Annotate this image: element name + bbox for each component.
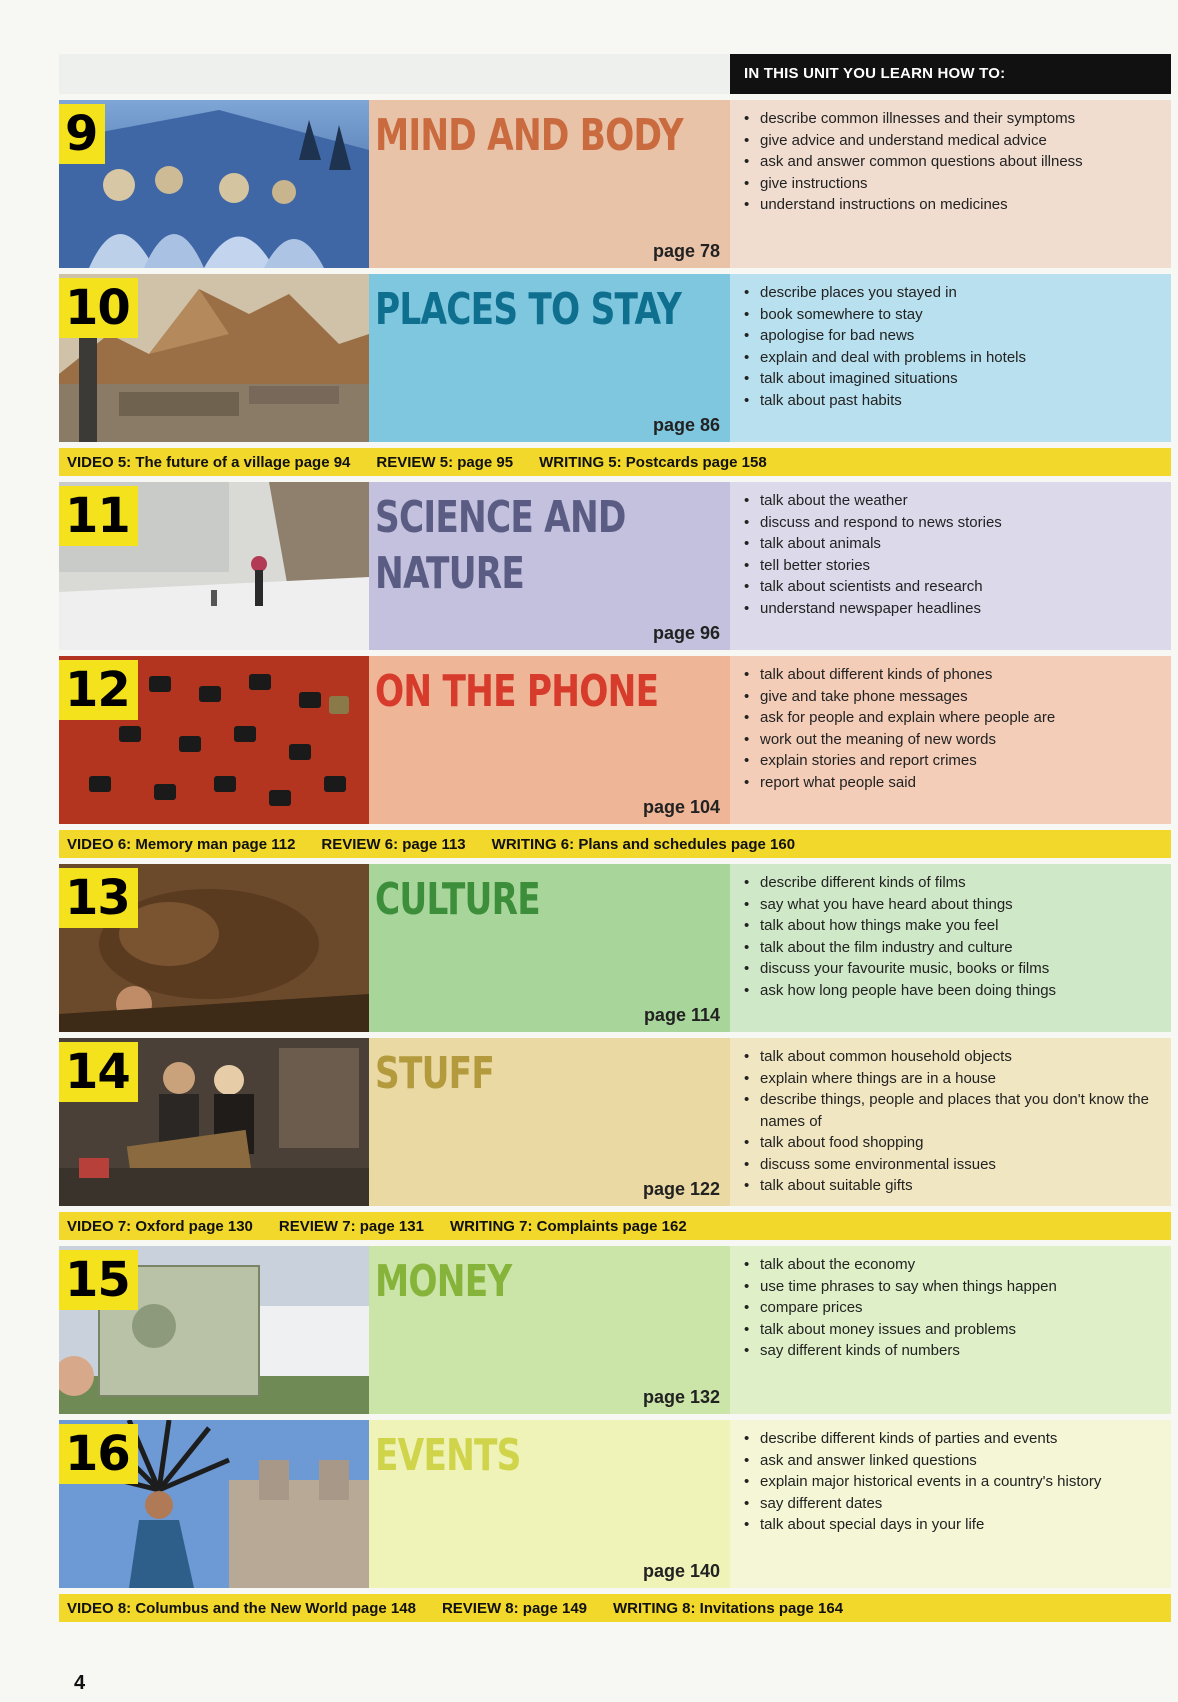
objective-item: • explain where things are in a house — [742, 1068, 1157, 1090]
unit-number: 9 — [59, 104, 105, 164]
objective-item: • give and take phone messages — [742, 686, 1157, 708]
objective-item: • understand newspaper headlines — [742, 598, 1157, 620]
objective-item: • describe different kinds of films — [742, 872, 1157, 894]
objectives-panel — [730, 1420, 1171, 1588]
page-reference: page 104 — [642, 797, 720, 817]
title-panel — [369, 100, 730, 268]
objectives-panel — [730, 864, 1171, 1032]
title-panel — [369, 1246, 730, 1414]
objective-item: • talk about food shopping — [742, 1132, 1157, 1154]
objective-item: • work out the meaning of new words — [742, 729, 1157, 751]
objective-item: • give advice and understand medical advice — [742, 130, 1157, 152]
title-panel — [369, 1420, 730, 1588]
objectives-list — [742, 1046, 1157, 1197]
page-reference: page 122 — [642, 1179, 720, 1199]
culture-photo — [59, 864, 369, 1032]
objective-item: • discuss and respond to news stories — [742, 512, 1157, 534]
video-link[interactable]: VIDEO 5: The future of a village page 94 — [67, 453, 351, 471]
objective-item: • compare prices — [742, 1297, 1157, 1319]
unit-title: STUFF — [375, 1048, 494, 1099]
objective-item: • describe different kinds of parties and events — [742, 1428, 1157, 1450]
unit-title: ON THE PHONE — [375, 666, 659, 717]
unit-row — [59, 100, 1171, 268]
objective-item: • book somewhere to stay — [742, 304, 1157, 326]
objective-item: • discuss your favourite music, books or films — [742, 958, 1157, 980]
objective-item: • talk about animals — [742, 533, 1157, 555]
objective-item: • use time phrases to say when things happen — [742, 1276, 1157, 1298]
video-link[interactable]: VIDEO 7: Oxford page 130 — [67, 1217, 253, 1235]
page-reference: page 86 — [652, 415, 720, 435]
objective-item: • talk about money issues and problems — [742, 1319, 1157, 1341]
writing-link[interactable]: WRITING 6: Plans and schedules page 160 — [491, 835, 796, 853]
objective-item: • understand instructions on medicines — [742, 194, 1157, 216]
mind-body-photo — [59, 100, 369, 268]
unit-title: MIND AND BODY — [375, 110, 683, 161]
unit-row — [59, 1420, 1171, 1588]
objectives-panel — [730, 274, 1171, 442]
writing-link[interactable]: WRITING 8: Invitations page 164 — [613, 1599, 844, 1617]
objective-item: • talk about the weather — [742, 490, 1157, 512]
money-photo — [59, 1246, 369, 1414]
mind-body-illustration — [59, 100, 369, 268]
places-to-stay-photo — [59, 274, 369, 442]
objective-item: • apologise for bad news — [742, 325, 1157, 347]
review-band — [59, 1212, 1171, 1240]
objective-item: • ask and answer common questions about illness — [742, 151, 1157, 173]
objectives-panel — [730, 100, 1171, 268]
objective-item: • talk about the film industry and culture — [742, 937, 1157, 959]
title-panel — [369, 656, 730, 824]
objective-item: • explain major historical events in a country's history — [742, 1471, 1157, 1493]
objective-item: • talk about special days in your life — [742, 1514, 1157, 1536]
objective-item: • ask and answer linked questions — [742, 1450, 1157, 1472]
page-reference: page 78 — [652, 241, 720, 261]
objectives-panel — [730, 1038, 1171, 1206]
stuff-photo — [59, 1038, 369, 1206]
review-band — [59, 830, 1171, 858]
video-link[interactable]: VIDEO 8: Columbus and the New World page 148 — [67, 1599, 416, 1617]
unit-number: 12 — [59, 660, 138, 720]
objective-item: • discuss some environmental issues — [742, 1154, 1157, 1176]
writing-link[interactable]: WRITING 7: Complaints page 162 — [449, 1217, 687, 1235]
unit-row — [59, 274, 1171, 442]
objectives-panel — [730, 1246, 1171, 1414]
objective-item: • say different kinds of numbers — [742, 1340, 1157, 1362]
unit-number: 15 — [59, 1250, 138, 1310]
writing-link[interactable]: WRITING 5: Postcards page 158 — [539, 453, 767, 471]
objective-item: • ask how long people have been doing things — [742, 980, 1157, 1002]
unit-number: 16 — [59, 1424, 138, 1484]
objective-item: • talk about the economy — [742, 1254, 1157, 1276]
contents-page — [59, 54, 1171, 1622]
unit-title: EVENTS — [375, 1430, 521, 1481]
title-panel — [369, 1038, 730, 1206]
objective-item: • talk about suitable gifts — [742, 1175, 1157, 1197]
review-band — [59, 1594, 1171, 1622]
objective-item: • talk about different kinds of phones — [742, 664, 1157, 686]
events-photo — [59, 1420, 369, 1588]
objectives-list — [742, 490, 1157, 619]
objective-item: • tell better stories — [742, 555, 1157, 577]
unit-row — [59, 482, 1171, 650]
objectives-list — [742, 282, 1157, 411]
objective-item: • describe things, people and places that you don't know the names of — [742, 1089, 1157, 1132]
objectives-list — [742, 1428, 1157, 1536]
science-nature-photo — [59, 482, 369, 650]
unit-row — [59, 656, 1171, 824]
page-reference: page 140 — [642, 1561, 720, 1581]
title-panel — [369, 482, 730, 650]
objective-item: • talk about past habits — [742, 390, 1157, 412]
unit-number: 10 — [59, 278, 138, 338]
title-panel — [369, 864, 730, 1032]
review-link[interactable]: REVIEW 8: page 149 — [441, 1599, 588, 1617]
unit-title: MONEY — [375, 1256, 512, 1307]
unit-title: SCIENCE AND NATURE — [375, 492, 626, 599]
title-panel — [369, 274, 730, 442]
review-link[interactable]: REVIEW 5: page 95 — [376, 453, 514, 471]
page-number: 4 — [74, 1672, 86, 1694]
contents-header — [59, 54, 1171, 94]
header-label: IN THIS UNIT YOU LEARN HOW TO: — [730, 54, 1171, 94]
review-link[interactable]: REVIEW 7: page 131 — [278, 1217, 424, 1235]
objectives-list — [742, 1254, 1157, 1362]
objective-item: • ask for people and explain where people are — [742, 707, 1157, 729]
objective-item: • describe places you stayed in — [742, 282, 1157, 304]
page-reference: page 114 — [643, 1005, 720, 1025]
phone-photo — [59, 656, 369, 824]
objective-item: • talk about imagined situations — [742, 368, 1157, 390]
unit-number: 14 — [59, 1042, 138, 1102]
review-link[interactable]: REVIEW 6: page 113 — [321, 835, 466, 853]
objective-item: • give instructions — [742, 173, 1157, 195]
unit-number: 13 — [59, 868, 138, 928]
unit-row — [59, 1038, 1171, 1206]
objectives-list — [742, 108, 1157, 216]
objectives-panel — [730, 656, 1171, 824]
video-link[interactable]: VIDEO 6: Memory man page 112 — [67, 835, 296, 853]
review-band — [59, 448, 1171, 476]
unit-row — [59, 864, 1171, 1032]
objective-item: • describe common illnesses and their symptoms — [742, 108, 1157, 130]
objective-item: • say different dates — [742, 1493, 1157, 1515]
objectives-list — [742, 664, 1157, 793]
unit-title: CULTURE — [375, 874, 540, 925]
unit-row — [59, 1246, 1171, 1414]
page-reference: page 132 — [642, 1387, 720, 1407]
objective-item: • explain and deal with problems in hotels — [742, 347, 1157, 369]
objective-item: • report what people said — [742, 772, 1157, 794]
objectives-list — [742, 872, 1157, 1001]
objective-item: • talk about scientists and research — [742, 576, 1157, 598]
objective-item: • say what you have heard about things — [742, 894, 1157, 916]
unit-number: 11 — [59, 486, 138, 546]
unit-title: PLACES TO STAY — [375, 284, 682, 335]
objective-item: • talk about how things make you feel — [742, 915, 1157, 937]
objectives-panel — [730, 482, 1171, 650]
objective-item: • explain stories and report crimes — [742, 750, 1157, 772]
objective-item: • talk about common household objects — [742, 1046, 1157, 1068]
page-reference: page 96 — [652, 623, 720, 643]
